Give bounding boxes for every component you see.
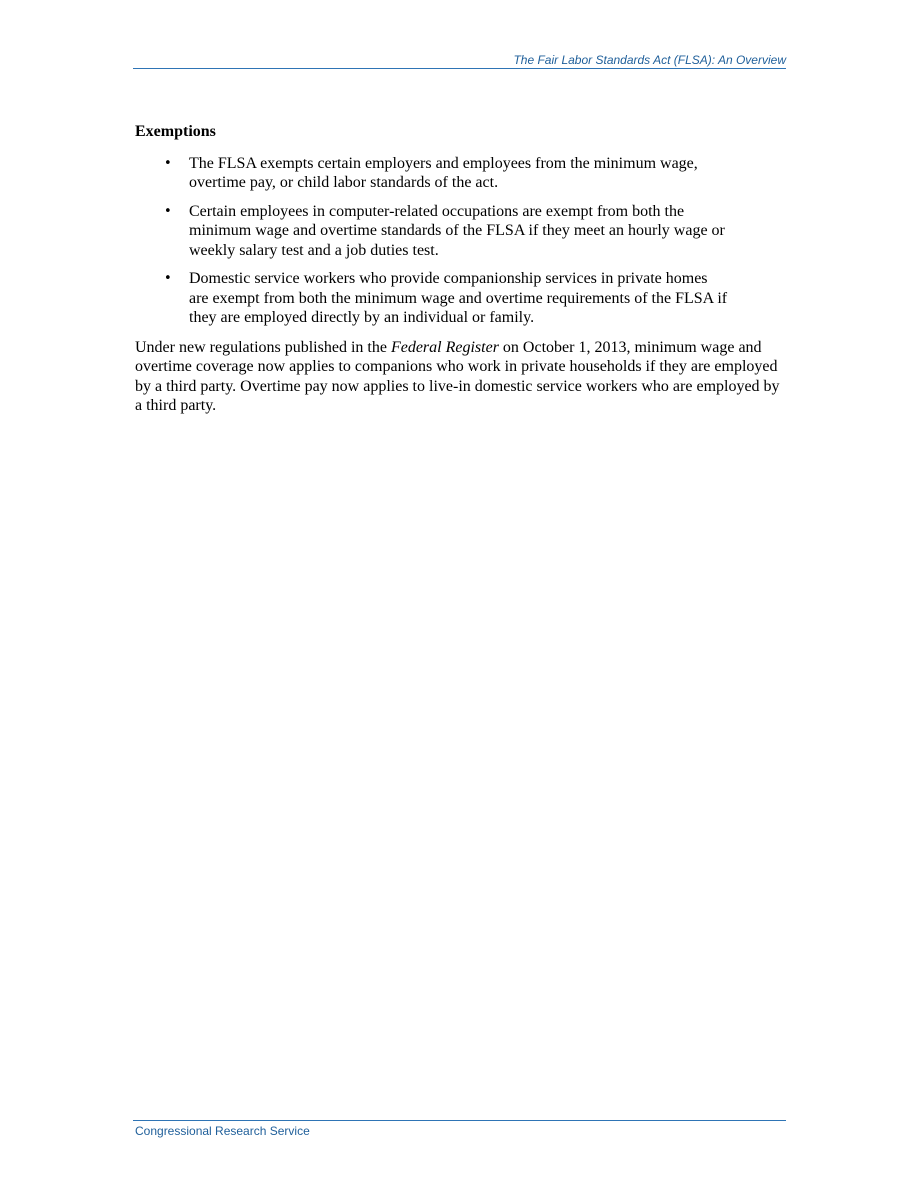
bullet-icon: • xyxy=(164,203,172,219)
publication-title: Federal Register xyxy=(390,338,499,356)
running-footer xyxy=(133,1120,786,1139)
bullet-icon: • xyxy=(164,155,172,171)
document-body xyxy=(135,122,790,416)
running-header xyxy=(133,52,786,69)
section-heading: Exemptions xyxy=(135,123,216,140)
list-item xyxy=(135,154,790,193)
body-paragraph xyxy=(135,338,790,416)
bullet-icon: • xyxy=(164,271,172,286)
list-item xyxy=(135,202,790,261)
paragraph-text-end: on October 1, 2013, minimum wage and overtime coverage now applies to companions who work in private households if they are employed by a third party. Overtime pay now applies to live-in domestic service workers who are employed by a third party. xyxy=(135,338,780,414)
list-item-text: Domestic service workers who provide companionship services in private homes are exempt from both the minimum wage and overtime requirements of the FLSA if they are employed directly by an individual or family. xyxy=(189,270,728,326)
list-item xyxy=(135,269,790,328)
exemptions-list xyxy=(135,154,790,328)
paragraph-text-start: Under new regulations published in the xyxy=(135,338,391,356)
list-item-text: The FLSA exempts certain employers and employees from the minimum wage, overtime pay, or child labor standards of the act. xyxy=(189,154,698,191)
list-item-text: Certain employees in computer-related occupations are exempt from both the minimum wage and overtime standards of the FLSA if they meet an hourly wage or weekly salary test and a job duties test. xyxy=(189,202,725,259)
running-header-title: The Fair Labor Standards Act (FLSA): An Overview xyxy=(513,53,786,67)
footer-organization: Congressional Research Service xyxy=(135,1124,310,1138)
